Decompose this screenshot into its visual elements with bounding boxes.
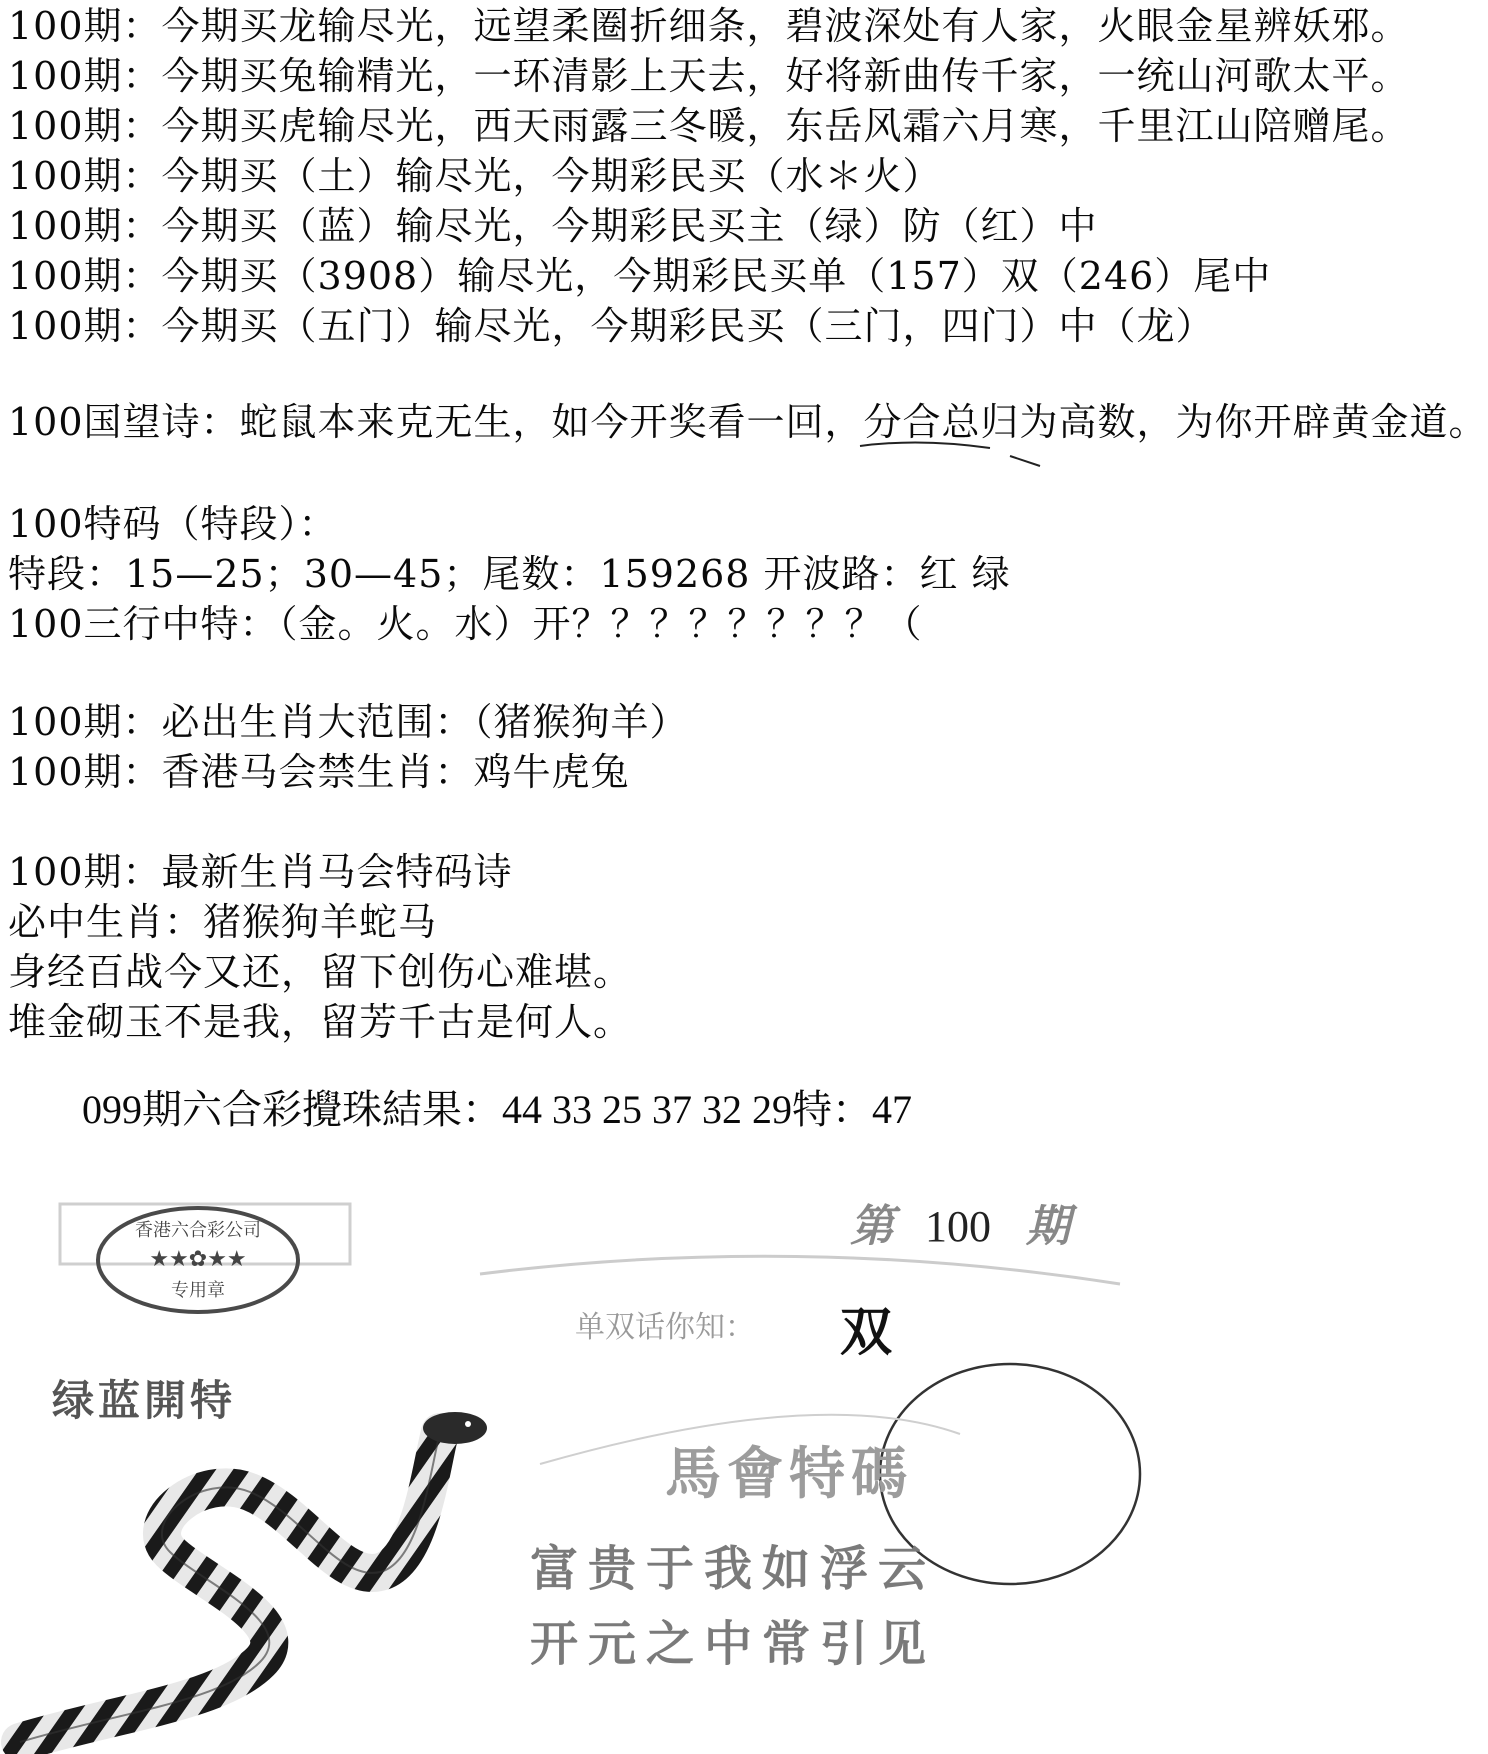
seal-bottom-text: 专用章 (171, 1280, 225, 1301)
text-line: 100期：今期买龙输尽光，远望柔圈折细条，碧波深处有人家，火眼金星辨妖邪。 (8, 4, 1410, 48)
text-line: 特段：15—25；30—45；尾数：159268 开波路：红 绿 (8, 552, 1011, 596)
text-line: 堆金砌玉不是我，留芳千古是何人。 (8, 1000, 633, 1044)
draw-result-line: 099期六合彩攪珠結果：44 33 25 37 32 29特：47 (82, 1087, 912, 1132)
text-line: 100期：香港马会禁生肖：鸡牛虎兔 (8, 750, 630, 794)
company-seal-stamp-icon (88, 1200, 308, 1320)
text-line: 100期：今期买兔输精光，一环清影上天去，好将新曲传千家，一统山河歌太平。 (8, 54, 1410, 98)
text-line: 必中生肖：猪猴狗羊蛇马 (8, 900, 438, 944)
issue-label (850, 1190, 1090, 1254)
text-line: 100期：今期买（五门）输尽光，今期彩民买（三门，四门）中（龙） (8, 304, 1215, 348)
text-line: 100三行中特：（金。火。水）开？？？？？？？？（ (8, 602, 923, 646)
handwritten-underline-mark (0, 432, 1240, 472)
odd-even-label: 单双话你知： (575, 1310, 755, 1345)
banner-poem-line-1: 富贵于我如浮云 (530, 1541, 937, 1597)
text-line: 100期：今期买虎输尽光，西天雨露三冬暖，东岳风霜六月寒，千里江山陪赠尾。 (8, 104, 1410, 148)
text-line: 身经百战今又还，留下创伤心难堪。 (8, 950, 633, 994)
text-line: 100期：最新生肖马会特码诗 (8, 850, 513, 894)
text-line: 100期：必出生肖大范围：（猪猴狗羊） (8, 700, 689, 744)
seal-top-text: 香港六合彩公司 (135, 1220, 261, 1241)
banner-poem-line-2: 开元之中常引见 (530, 1616, 937, 1672)
snake-illustration-icon (0, 1412, 520, 1752)
issue-prefix: 第 (850, 1202, 914, 1251)
text-line: 100特码（特段）： (8, 502, 338, 546)
odd-even-value: 双 (840, 1303, 893, 1363)
poem-line: 100国望诗：蛇鼠本来克无生，如今开奖看一回，分合总归为高数，为你开辟黄金道。 (8, 400, 1488, 444)
issue-number: 100 (925, 1202, 991, 1251)
text-line: 100期：今期买（蓝）输尽光，今期彩民买主（绿）防（红）中 (8, 204, 1098, 248)
banner-title: 绿蓝開特 (52, 1376, 237, 1425)
seal-stars: ★★✿★★ (149, 1247, 247, 1272)
text-line: 100期：今期买（土）输尽光，今期彩民买（水＊火） (8, 154, 942, 198)
text-line: 100期：今期买（3908）输尽光，今期彩民买单（157）双（246）尾中 (8, 254, 1272, 298)
issue-suffix: 期 (1026, 1202, 1090, 1251)
horse-title: 馬會特碼 (665, 1442, 913, 1507)
